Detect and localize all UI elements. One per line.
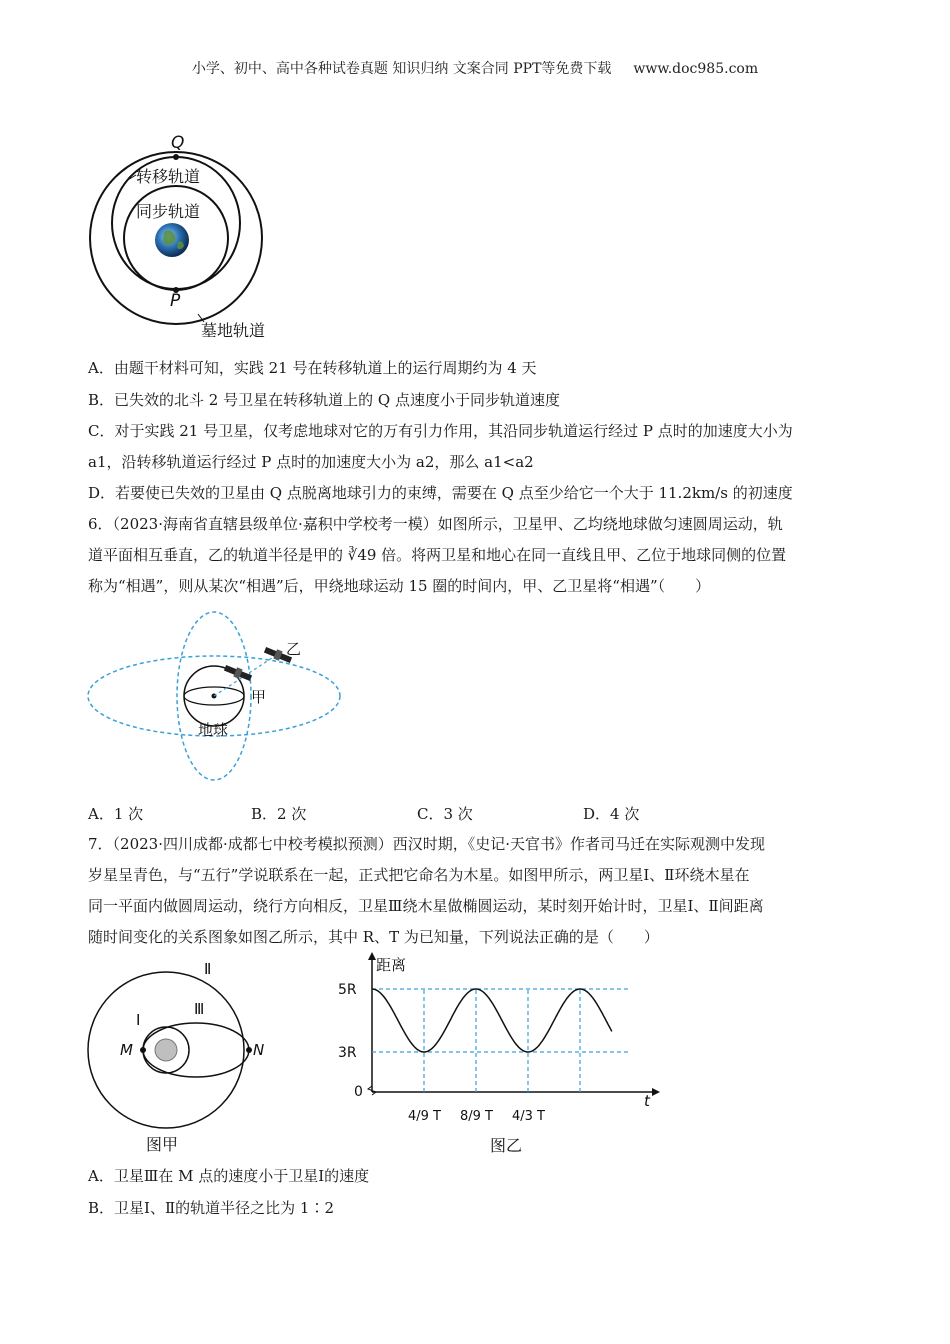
page-header: [0, 58, 950, 78]
label-iii: Ⅲ: [194, 1000, 205, 1018]
q6-stem-line3: 称为“相遇”，则从某次“相遇”后，甲绕地球运动 15 圈的时间内，甲、乙卫星将“相遇”（ ）: [88, 577, 711, 595]
q7-option-a: A．卫星Ⅲ在 M 点的速度小于卫星Ⅰ的速度: [88, 1167, 370, 1185]
ytick-3R: 3R: [338, 1045, 357, 1061]
jupiter-icon: [155, 1039, 177, 1061]
chart-xlabel: t: [644, 1092, 650, 1110]
xtick-1: 8/9 T: [460, 1109, 494, 1124]
label-ii: Ⅱ: [204, 960, 212, 978]
label-n: N: [253, 1041, 265, 1059]
caption-fig-a: 图甲: [146, 1135, 179, 1154]
point-q: [173, 154, 179, 160]
ytick-5R: 5R: [338, 982, 357, 998]
q6-option-d: D．4 次: [583, 805, 640, 823]
label-jia: 甲: [251, 688, 267, 706]
q5-option-b: B．已失效的北斗 2 号卫星在转移轨道上的 Q 点速度小于同步轨道速度: [88, 391, 560, 409]
jupiter-orbit-figure: [86, 958, 265, 1158]
header-text: 小学、初中、高中各种试卷真题 知识归纳 文案合同 PPT等免费下载: [191, 61, 612, 77]
q7-stem-line2: 岁星呈青色，与“五行”学说联系在一起，正式把它命名为木星。如图甲所示，两卫星Ⅰ、Ⅱ环绕木星在: [88, 866, 750, 884]
label-i: Ⅰ: [136, 1011, 141, 1029]
x-axis-arrow: [652, 1088, 660, 1096]
q6-options: [88, 803, 848, 823]
xtick-2: 4/3 T: [511, 1109, 545, 1124]
y-axis-arrow: [368, 952, 376, 960]
point-m: [140, 1047, 146, 1053]
q6-option-b: B．2 次: [251, 805, 307, 823]
header-site[interactable]: www.doc985.com: [633, 61, 759, 77]
q7-stem-line1: 7．（2023·四川成都·成都七中校考模拟预测）西汉时期，《史记·天官书》作者司马迁在实际观测中发现: [88, 835, 766, 853]
label-earth: 地球: [198, 721, 229, 739]
point-n: [246, 1047, 252, 1053]
label-q: Q: [171, 133, 185, 153]
q5-option-c-line2: a1，沿转移轨道运行经过 P 点时的加速度大小为 a2，那么 a1<a2: [88, 453, 534, 471]
distance-curve: [372, 989, 612, 1052]
satellite-jia-icon: [223, 663, 253, 683]
q5-option-c-line1: C．对于实践 21 号卫星，仅考虑地球对它的万有引力作用，其沿同步轨道运行经过 P 点时的加速度大小为: [88, 422, 793, 440]
q5-option-d: D．若要使已失效的卫星由 Q 点脱离地球引力的束缚，需要在 Q 点至少给它一个大于 11.2km/s 的初速度: [88, 484, 793, 502]
xtick-0: 4/9 T: [407, 1109, 441, 1124]
q6-option-a: A．1 次: [88, 805, 144, 823]
q7-stem-line3: 同一平面内做圆周运动，绕行方向相反，卫星Ⅲ绕木星做椭圆运动，某时刻开始计时，卫星Ⅰ、Ⅱ间距离: [88, 897, 764, 915]
chart-origin: 0: [354, 1084, 363, 1100]
orbit-figure: [86, 128, 286, 344]
label-p: P: [170, 291, 181, 311]
q6-stem-line1: 6．（2023·海南省直辖县级单位·嘉积中学校考一模）如图所示，卫星甲、乙均绕地球做匀速圆周运动，轨: [88, 515, 783, 533]
label-grave: 墓地轨道: [201, 321, 266, 340]
q6-stem-line2: 道平面相互垂直，乙的轨道半径是甲的 ∛49 倍。将两卫星和地心在同一直线且甲、乙位于地球同侧的位置: [88, 546, 787, 564]
chart-caption: 图乙: [490, 1136, 523, 1155]
chart-ylabel: 距离: [376, 956, 407, 974]
q7-stem-line4: 随时间变化的关系图象如图乙所示，其中 R、T 为已知量，下列说法正确的是（ ）: [88, 928, 659, 946]
q6-option-c: C．3 次: [417, 805, 473, 823]
label-transfer: 转移轨道: [136, 167, 201, 186]
distance-chart: [330, 948, 670, 1160]
q5-option-a: A．由题干材料可知，实践 21 号在转移轨道上的运行周期约为 4 天: [88, 359, 537, 377]
q7-option-b: B．卫星Ⅰ、Ⅱ的轨道半径之比为 1∶2: [88, 1199, 334, 1217]
label-sync: 同步轨道: [136, 202, 201, 221]
satellite-figure: [86, 610, 356, 788]
label-m: M: [120, 1041, 133, 1059]
label-yi: 乙: [286, 640, 302, 658]
